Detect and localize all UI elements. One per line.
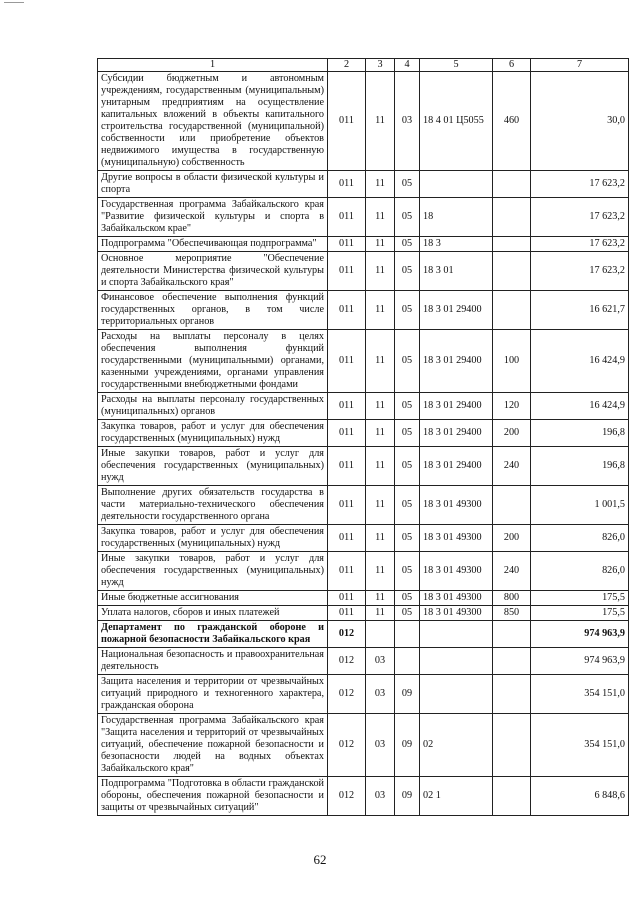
ministry-code-cell: 011 xyxy=(328,237,366,252)
subsection-code-cell: 05 xyxy=(395,552,420,591)
section-code-cell: 03 xyxy=(366,648,395,675)
subsection-code-cell: 05 xyxy=(395,393,420,420)
item-name-cell: Уплата налогов, сборов и иных платежей xyxy=(98,606,328,621)
amount-cell: 974 963,9 xyxy=(531,621,629,648)
section-code-cell: 11 xyxy=(366,606,395,621)
table-row xyxy=(98,330,629,393)
section-code-cell: 11 xyxy=(366,252,395,291)
amount-cell: 354 151,0 xyxy=(531,675,629,714)
header-cell: 2 xyxy=(328,59,366,72)
expense-type-code-cell: 200 xyxy=(493,420,531,447)
table-row xyxy=(98,591,629,606)
section-code-cell: 03 xyxy=(366,714,395,777)
amount-cell: 826,0 xyxy=(531,552,629,591)
item-name-cell: Расходы на выплаты персоналу государственных (муниципальных) органов xyxy=(98,393,328,420)
target-article-code-cell xyxy=(420,621,493,648)
subsection-code-cell: 05 xyxy=(395,525,420,552)
expense-type-code-cell: 800 xyxy=(493,591,531,606)
expense-type-code-cell: 240 xyxy=(493,447,531,486)
table-row xyxy=(98,393,629,420)
item-name-cell: Иные бюджетные ассигнования xyxy=(98,591,328,606)
target-article-code-cell: 18 3 01 49300 xyxy=(420,591,493,606)
subsection-code-cell: 05 xyxy=(395,252,420,291)
expense-type-code-cell: 850 xyxy=(493,606,531,621)
table-row xyxy=(98,525,629,552)
table-row xyxy=(98,171,629,198)
amount-cell: 826,0 xyxy=(531,525,629,552)
target-article-code-cell: 18 3 01 49300 xyxy=(420,486,493,525)
subsection-code-cell: 09 xyxy=(395,675,420,714)
section-code-cell: 11 xyxy=(366,291,395,330)
target-article-code-cell: 18 3 01 29400 xyxy=(420,330,493,393)
amount-cell: 196,8 xyxy=(531,447,629,486)
subsection-code-cell: 05 xyxy=(395,606,420,621)
amount-cell: 974 963,9 xyxy=(531,648,629,675)
section-code-cell: 11 xyxy=(366,72,395,171)
table-row xyxy=(98,420,629,447)
ministry-code-cell: 011 xyxy=(328,525,366,552)
amount-cell: 17 623,2 xyxy=(531,252,629,291)
ministry-code-cell: 011 xyxy=(328,486,366,525)
item-name-cell: Основное мероприятие "Обеспечение деятельности Министерства физической культуры и спорта Забайкальского края" xyxy=(98,252,328,291)
ministry-code-cell: 011 xyxy=(328,291,366,330)
item-name-cell: Иные закупки товаров, работ и услуг для обеспечения государственных (муниципальных) нужд xyxy=(98,552,328,591)
header-cell: 7 xyxy=(531,59,629,72)
subsection-code-cell: 05 xyxy=(395,486,420,525)
subsection-code-cell: 03 xyxy=(395,72,420,171)
target-article-code-cell: 18 3 01 29400 xyxy=(420,420,493,447)
item-name-cell: Субсидии бюджетным и автономным учреждениям, государственным (муниципальным) унитарным предприятиям на осуществление капитальных вложений в объекты капитального строительства государственной (муниципальной) собственности или приобретение объектов недвижимого имущества в государственную (муниципальную) собственность xyxy=(98,72,328,171)
expense-type-code-cell xyxy=(493,237,531,252)
amount-cell: 196,8 xyxy=(531,420,629,447)
item-name-cell: Выполнение других обязательств государства в части материально-технического обеспечения деятельности государственного органа xyxy=(98,486,328,525)
expense-type-code-cell xyxy=(493,648,531,675)
header-cell: 6 xyxy=(493,59,531,72)
budget-table xyxy=(97,58,629,816)
amount-cell: 354 151,0 xyxy=(531,714,629,777)
amount-cell: 6 848,6 xyxy=(531,777,629,816)
ministry-code-cell: 011 xyxy=(328,330,366,393)
ministry-code-cell: 012 xyxy=(328,675,366,714)
amount-cell: 175,5 xyxy=(531,606,629,621)
subsection-code-cell: 05 xyxy=(395,237,420,252)
header-cell: 1 xyxy=(98,59,328,72)
target-article-code-cell: 18 3 xyxy=(420,237,493,252)
section-code-cell: 11 xyxy=(366,171,395,198)
target-article-code-cell: 18 4 01 Ц5055 xyxy=(420,72,493,171)
table-row xyxy=(98,606,629,621)
expense-type-code-cell: 240 xyxy=(493,552,531,591)
amount-cell: 16 424,9 xyxy=(531,330,629,393)
expense-type-code-cell xyxy=(493,252,531,291)
table-row xyxy=(98,714,629,777)
ministry-code-cell: 012 xyxy=(328,714,366,777)
ministry-code-cell: 011 xyxy=(328,552,366,591)
item-name-cell: Государственная программа Забайкальского края "Защита населения и территорий от чрезвычайных ситуаций, обеспечение пожарной безопасности и безопасности людей на водных объектах Забайкальского края" xyxy=(98,714,328,777)
ministry-code-cell: 011 xyxy=(328,171,366,198)
section-code-cell: 11 xyxy=(366,525,395,552)
subsection-code-cell: 05 xyxy=(395,330,420,393)
amount-cell: 1 001,5 xyxy=(531,486,629,525)
subsection-code-cell: 05 xyxy=(395,291,420,330)
ministry-code-cell: 011 xyxy=(328,72,366,171)
item-name-cell: Подпрограмма "Подготовка в области гражданской обороны, обеспечения пожарной безопасности и защиты от чрезвычайных ситуаций" xyxy=(98,777,328,816)
target-article-code-cell xyxy=(420,675,493,714)
target-article-code-cell xyxy=(420,171,493,198)
amount-cell: 17 623,2 xyxy=(531,198,629,237)
item-name-cell: Департамент по гражданской обороне и пожарной безопасности Забайкальского края xyxy=(98,621,328,648)
table-row xyxy=(98,291,629,330)
expense-type-code-cell xyxy=(493,675,531,714)
section-code-cell: 03 xyxy=(366,675,395,714)
section-code-cell: 11 xyxy=(366,330,395,393)
subsection-code-cell xyxy=(395,621,420,648)
header-row xyxy=(98,59,629,72)
scan-edge-mark xyxy=(4,2,24,3)
target-article-code-cell: 18 3 01 29400 xyxy=(420,393,493,420)
expense-type-code-cell xyxy=(493,291,531,330)
section-code-cell: 11 xyxy=(366,447,395,486)
amount-cell: 16 424,9 xyxy=(531,393,629,420)
item-name-cell: Национальная безопасность и правоохранительная деятельность xyxy=(98,648,328,675)
target-article-code-cell: 18 3 01 29400 xyxy=(420,291,493,330)
subsection-code-cell: 05 xyxy=(395,591,420,606)
table-row xyxy=(98,621,629,648)
section-code-cell xyxy=(366,621,395,648)
expense-type-code-cell xyxy=(493,198,531,237)
item-name-cell: Финансовое обеспечение выполнения функций государственных органов, в том числе территориальных органов xyxy=(98,291,328,330)
target-article-code-cell: 18 xyxy=(420,198,493,237)
item-name-cell: Другие вопросы в области физической культуры и спорта xyxy=(98,171,328,198)
ministry-code-cell: 011 xyxy=(328,420,366,447)
target-article-code-cell: 18 3 01 49300 xyxy=(420,606,493,621)
subsection-code-cell: 09 xyxy=(395,777,420,816)
table-row xyxy=(98,777,629,816)
expense-type-code-cell: 200 xyxy=(493,525,531,552)
item-name-cell: Иные закупки товаров, работ и услуг для обеспечения государственных (муниципальных) нужд xyxy=(98,447,328,486)
subsection-code-cell: 05 xyxy=(395,447,420,486)
section-code-cell: 11 xyxy=(366,420,395,447)
amount-cell: 175,5 xyxy=(531,591,629,606)
table-row xyxy=(98,486,629,525)
ministry-code-cell: 011 xyxy=(328,591,366,606)
amount-cell: 30,0 xyxy=(531,72,629,171)
amount-cell: 16 621,7 xyxy=(531,291,629,330)
ministry-code-cell: 011 xyxy=(328,606,366,621)
target-article-code-cell: 02 1 xyxy=(420,777,493,816)
expense-type-code-cell xyxy=(493,714,531,777)
subsection-code-cell xyxy=(395,648,420,675)
table-row xyxy=(98,252,629,291)
expense-type-code-cell xyxy=(493,777,531,816)
expense-type-code-cell: 120 xyxy=(493,393,531,420)
table-row xyxy=(98,447,629,486)
target-article-code-cell: 02 xyxy=(420,714,493,777)
expense-type-code-cell xyxy=(493,621,531,648)
section-code-cell: 11 xyxy=(366,237,395,252)
amount-cell: 17 623,2 xyxy=(531,237,629,252)
header-cell: 4 xyxy=(395,59,420,72)
section-code-cell: 11 xyxy=(366,393,395,420)
section-code-cell: 11 xyxy=(366,198,395,237)
table-body xyxy=(98,72,629,816)
ministry-code-cell: 012 xyxy=(328,621,366,648)
ministry-code-cell: 011 xyxy=(328,198,366,237)
table-row xyxy=(98,72,629,171)
section-code-cell: 03 xyxy=(366,777,395,816)
item-name-cell: Расходы на выплаты персоналу в целях обеспечения выполнения функций государственными (муниципальными) органами, казенными учреждениями, органами управления государственными внебюджетными фондами xyxy=(98,330,328,393)
header-cell: 3 xyxy=(366,59,395,72)
item-name-cell: Закупка товаров, работ и услуг для обеспечения государственных (муниципальных) нужд xyxy=(98,420,328,447)
table-row xyxy=(98,237,629,252)
ministry-code-cell: 011 xyxy=(328,447,366,486)
target-article-code-cell xyxy=(420,648,493,675)
amount-cell: 17 623,2 xyxy=(531,171,629,198)
section-code-cell: 11 xyxy=(366,591,395,606)
expense-type-code-cell xyxy=(493,486,531,525)
ministry-code-cell: 012 xyxy=(328,648,366,675)
subsection-code-cell: 05 xyxy=(395,420,420,447)
subsection-code-cell: 05 xyxy=(395,171,420,198)
section-code-cell: 11 xyxy=(366,486,395,525)
ministry-code-cell: 011 xyxy=(328,393,366,420)
target-article-code-cell: 18 3 01 29400 xyxy=(420,447,493,486)
target-article-code-cell: 18 3 01 xyxy=(420,252,493,291)
item-name-cell: Государственная программа Забайкальского края "Развитие физической культуры и спорта в Забайкальском крае" xyxy=(98,198,328,237)
expense-type-code-cell: 100 xyxy=(493,330,531,393)
expense-type-code-cell: 460 xyxy=(493,72,531,171)
item-name-cell: Защита населения и территории от чрезвычайных ситуаций природного и техногенного характера, гражданская оборона xyxy=(98,675,328,714)
table-row xyxy=(98,198,629,237)
section-code-cell: 11 xyxy=(366,552,395,591)
subsection-code-cell: 05 xyxy=(395,198,420,237)
page-number: 62 xyxy=(313,852,327,867)
item-name-cell: Подпрограмма "Обеспечивающая подпрограмма" xyxy=(98,237,328,252)
target-article-code-cell: 18 3 01 49300 xyxy=(420,552,493,591)
item-name-cell: Закупка товаров, работ и услуг для обеспечения государственных (муниципальных) нужд xyxy=(98,525,328,552)
expense-type-code-cell xyxy=(493,171,531,198)
subsection-code-cell: 09 xyxy=(395,714,420,777)
ministry-code-cell: 011 xyxy=(328,252,366,291)
ministry-code-cell: 012 xyxy=(328,777,366,816)
table-row xyxy=(98,648,629,675)
header-cell: 5 xyxy=(420,59,493,72)
target-article-code-cell: 18 3 01 49300 xyxy=(420,525,493,552)
table-row xyxy=(98,552,629,591)
table-row xyxy=(98,675,629,714)
